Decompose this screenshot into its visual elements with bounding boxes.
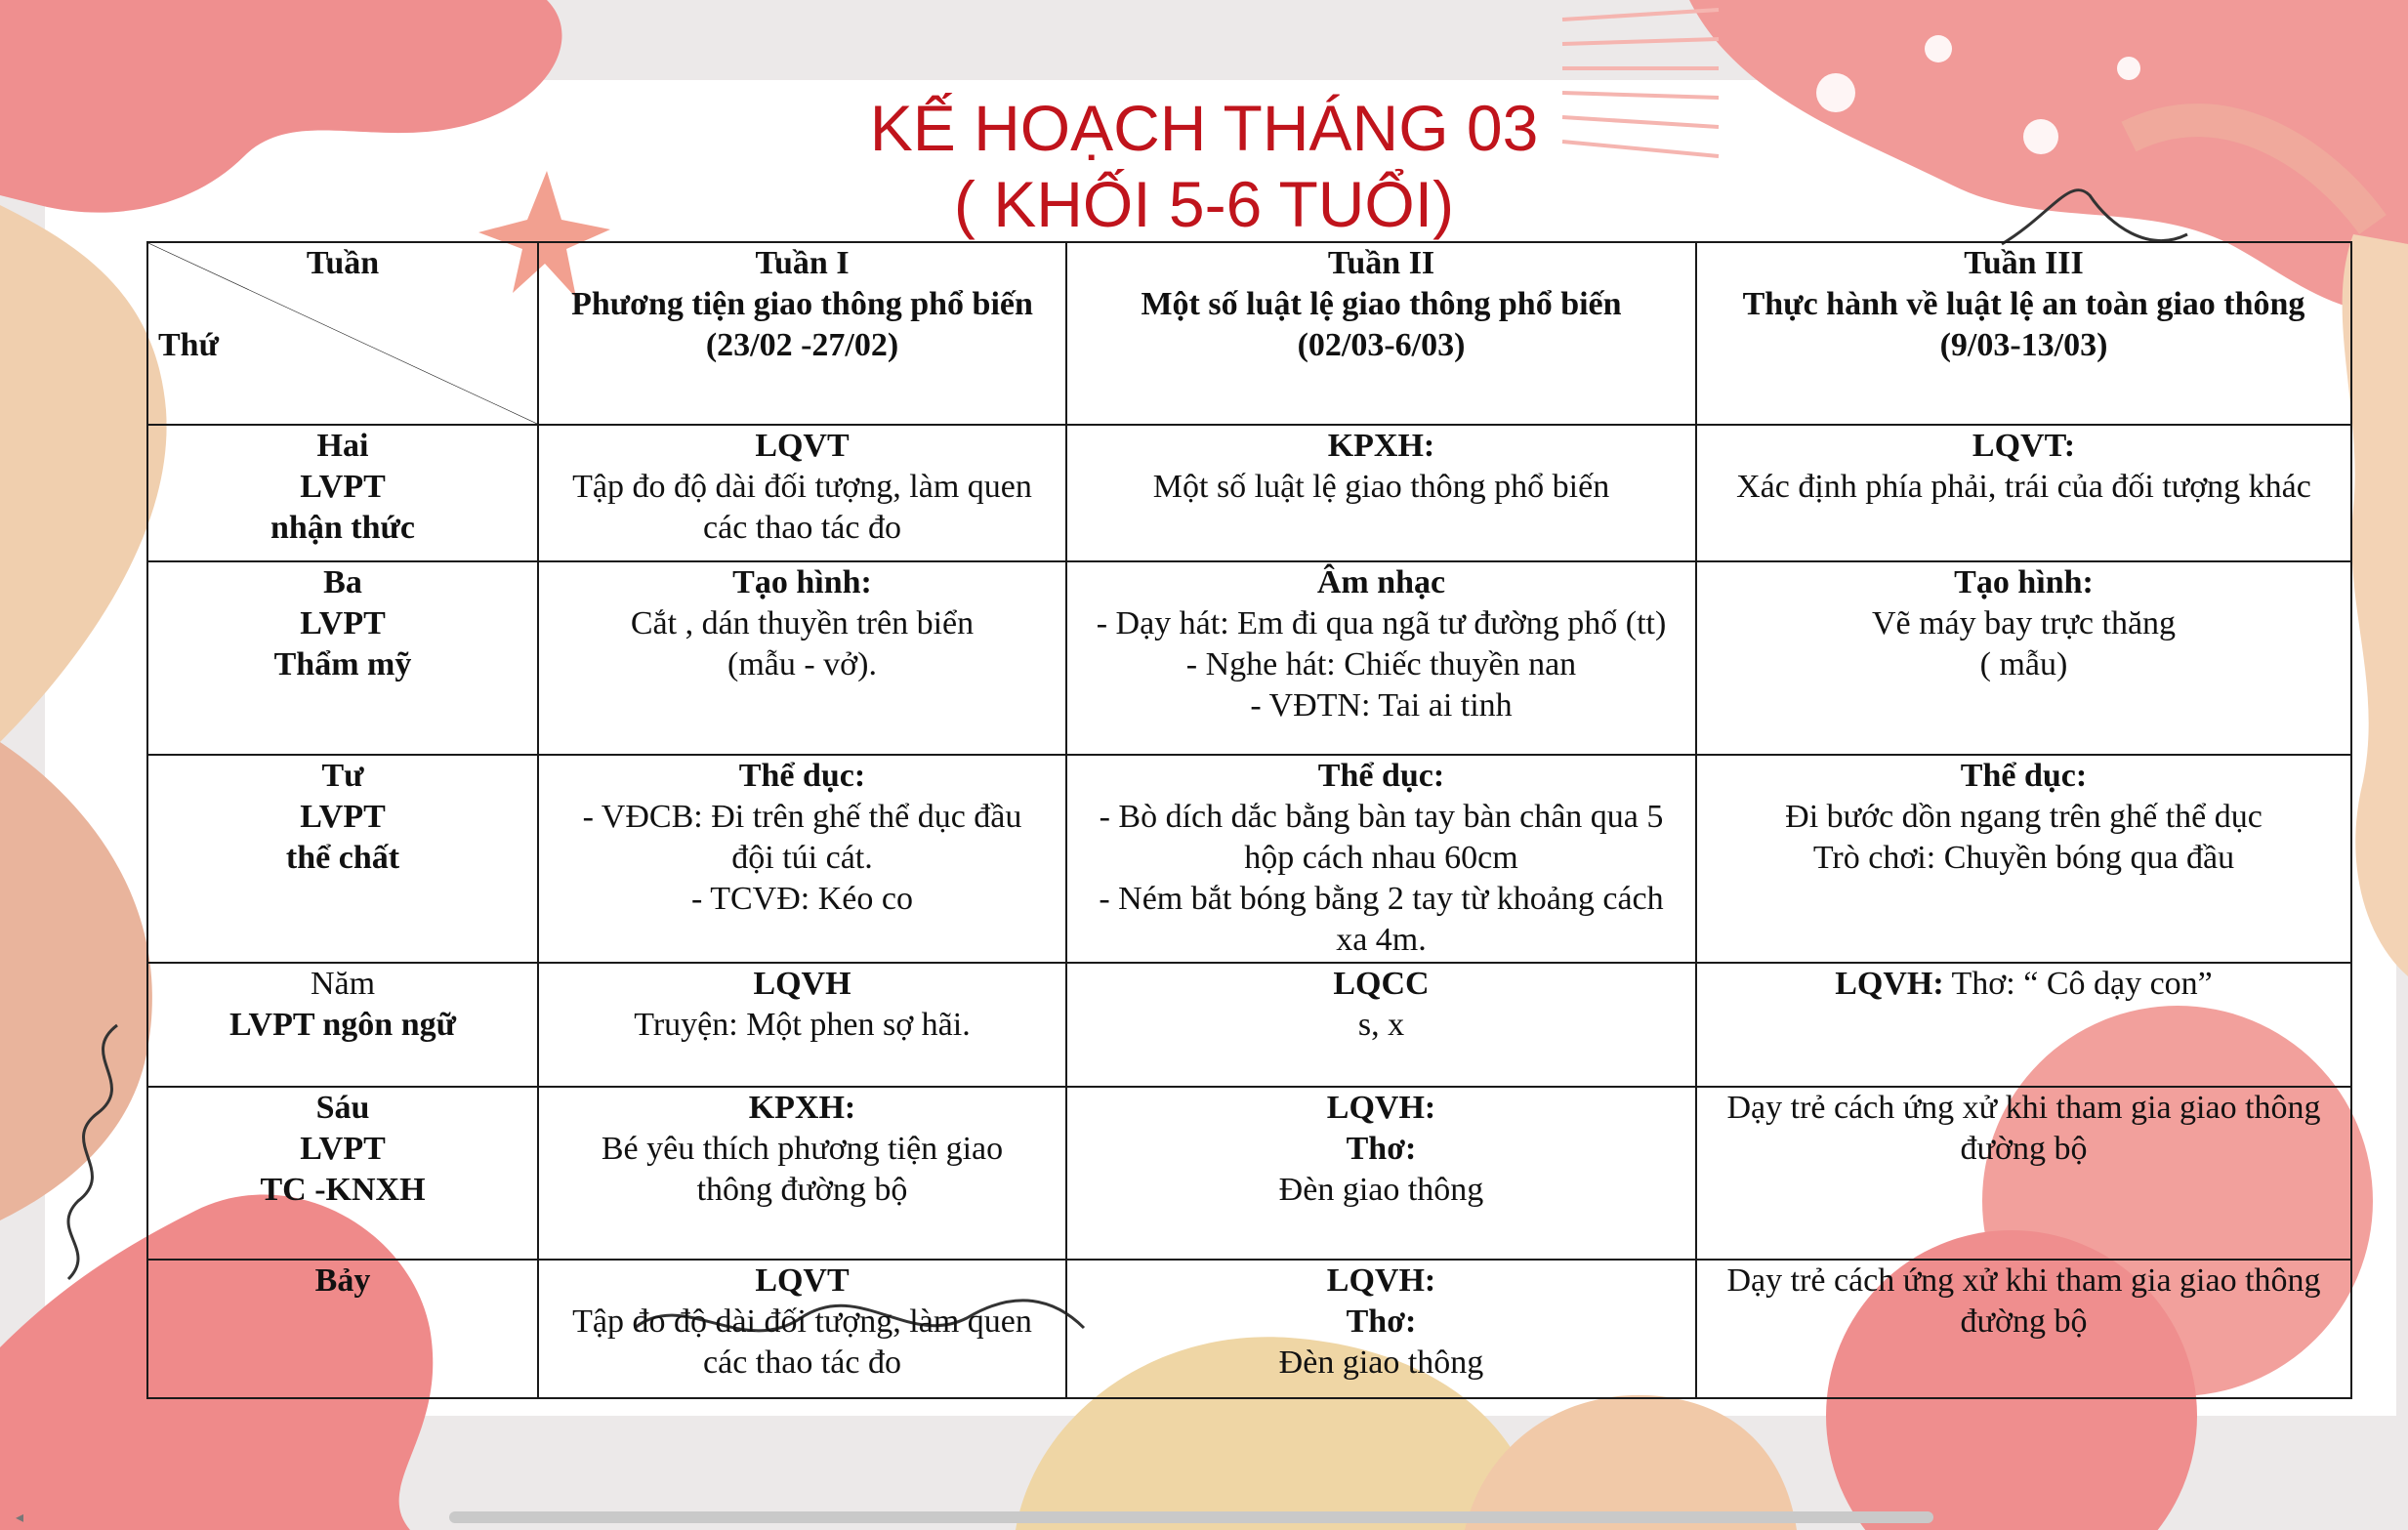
activity-text: Bé yêu thích phương tiện giao [601,1131,1004,1167]
day-cell [147,425,538,561]
activity-text: Đi bước dồn ngang trên ghế thể dục [1785,799,2263,835]
activity-cell [538,1087,1066,1260]
activity-text: - Nghe hát: Chiếc thuyền nan [1185,646,1577,682]
activity-subject: Tạo hình: [1954,564,2094,600]
activity-subject: LQVH: [1326,1262,1436,1299]
activity-cell [1066,425,1696,561]
activity-text: - TCVĐ: Kéo co [691,881,913,917]
activity-cell [1696,1260,2351,1398]
week-header-1 [538,242,1066,425]
activity-subject: Thể dục: [738,758,866,794]
activity-text: đường bộ [1960,1303,2088,1340]
day-cell [147,561,538,755]
activity-text: Cắt , dán thuyền trên biển [630,605,975,641]
activity-text: Tập đo độ dài đối tượng, làm quen [572,469,1032,505]
page-subtitle: ( KHỐI 5-6 TUỔI) [953,168,1455,240]
activity-subject: LQCC [1333,966,1430,1002]
activity-text: đường bộ [1960,1131,2088,1167]
day-name: Sáu [315,1090,370,1126]
scroll-left-arrow-icon[interactable]: ◂ [16,1508,24,1526]
activity-text: đội túi cát. [731,840,873,876]
day-area: LVPT [300,799,386,835]
week-dates: (23/02 -27/02) [705,327,899,363]
activity-genre: Thơ: [1346,1303,1417,1340]
week-theme: Thực hành về luật lệ an toàn giao thông [1742,286,2305,322]
activity-cell [1066,1087,1696,1260]
activity-cell [538,561,1066,755]
lesson-plan-table [146,241,2352,1399]
day-name: Bảy [314,1262,371,1299]
activity-subject: Thể dục: [1960,758,2088,794]
activity-cell [538,963,1066,1087]
corner-label-week: Tuần [306,245,380,281]
activity-text: - VĐTN: Tai ai tinh [1250,687,1513,724]
activity-subject: LQVT [755,1262,850,1299]
week-theme: Phương tiện giao thông phổ biến [571,286,1033,322]
activity-text: Vẽ máy bay trực thăng [1871,605,2177,641]
activity-cell [1696,755,2351,963]
day-area: LVPT [300,469,386,505]
week-dates: (02/03-6/03) [1297,327,1466,363]
horizontal-scrollbar[interactable] [449,1511,1933,1523]
activity-cell [1066,755,1696,963]
table-row [147,561,2351,755]
day-name: Năm [310,966,376,1002]
activity-subject: Tạo hình: [732,564,872,600]
activity-text: Đèn giao thông [1278,1344,1484,1381]
activity-cell [1696,561,2351,755]
activity-text: Đèn giao thông [1278,1172,1484,1208]
week-name: Tuần II [1327,245,1435,281]
activity-text: Tập đo độ dài đối tượng, làm quen [572,1303,1032,1340]
day-area: LVPT [300,605,386,641]
activity-subject: Âm nhạc [1316,564,1446,600]
day-name: Ba [323,564,362,600]
activity-cell [538,755,1066,963]
table-header-row [147,242,2351,425]
activity-text: Truyện: Một phen sợ hãi. [634,1007,971,1043]
day-cell [147,963,538,1087]
table-row [147,963,2351,1087]
day-area-detail: TC -KNXH [260,1172,426,1208]
corner-header-cell [147,242,538,425]
corner-label-day: Thứ [158,327,219,363]
activity-cell [1696,1087,2351,1260]
activity-cell [1066,1260,1696,1398]
activity-text: - Dạy hát: Em đi qua ngã tư đường phố (tt) [1096,605,1667,641]
activity-subject: LQVT [755,428,850,464]
activity-subject: KPXH: [1327,428,1435,464]
activity-text: (mẫu - vở). [727,646,877,682]
week-name: Tuần I [755,245,850,281]
activity-text: xa 4m. [1336,922,1427,958]
activity-line [1705,964,2343,1005]
activity-text: các thao tác đo [703,1344,901,1381]
day-name: Tư [321,758,364,794]
activity-cell [1696,425,2351,561]
week-header-2 [1066,242,1696,425]
activity-subject: KPXH: [748,1090,856,1126]
activity-text: - Ném bắt bóng bằng 2 tay từ khoảng cách [1099,881,1664,917]
week-name: Tuần III [1964,245,2084,281]
day-area-detail: Thẩm mỹ [273,646,412,682]
activity-text: Dạy trẻ cách ứng xử khi tham gia giao thông [1726,1090,2321,1126]
activity-text: Một số luật lệ giao thông phổ biến [1152,469,1610,505]
day-area: LVPT [300,1131,386,1167]
week-theme: Một số luật lệ giao thông phổ biến [1141,286,1622,322]
activity-text: thông đường bộ [696,1172,908,1208]
activity-subject: LQVH: [1835,966,1944,1002]
activity-subject: LQVT: [1972,428,2076,464]
table-row [147,1087,2351,1260]
table-row [147,755,2351,963]
activity-cell [538,425,1066,561]
activity-text: ( mẫu) [1979,646,2068,682]
activity-text: s, x [1357,1007,1405,1043]
activity-subject: Thể dục: [1317,758,1445,794]
activity-genre: Thơ: [1346,1131,1417,1167]
day-area-detail: nhận thức [270,510,415,546]
activity-subject: LQVH: [1326,1090,1436,1126]
day-area-detail: thể chất [285,840,400,876]
activity-cell [1066,963,1696,1087]
week-header-3 [1696,242,2351,425]
day-cell [147,1260,538,1398]
day-name: Hai [316,428,369,464]
activity-text: Dạy trẻ cách ứng xử khi tham gia giao thông [1726,1262,2321,1299]
activity-text: Thơ: “ Cô dạy con” [1943,966,2213,1002]
activity-text: hộp cách nhau 60cm [1244,840,1518,876]
activity-text: - Bò dích dắc bằng bàn tay bàn chân qua 5 [1099,799,1664,835]
activity-cell [538,1260,1066,1398]
activity-text: các thao tác đo [703,510,901,546]
week-dates: (9/03-13/03) [1939,327,2108,363]
activity-text: Trò chơi: Chuyền bóng qua đầu [1812,840,2235,876]
activity-text: Xác định phía phải, trái của đối tượng khác [1736,469,2311,505]
page-title: KẾ HOẠCH THÁNG 03 [869,92,1539,164]
day-area: LVPT ngôn ngữ [228,1007,457,1043]
activity-text: - VĐCB: Đi trên ghế thể dục đầu [582,799,1022,835]
table-row [147,1260,2351,1398]
activity-cell [1696,963,2351,1087]
activity-subject: LQVH [753,966,851,1002]
day-cell [147,1087,538,1260]
day-cell [147,755,538,963]
activity-cell [1066,561,1696,755]
table-row [147,425,2351,561]
